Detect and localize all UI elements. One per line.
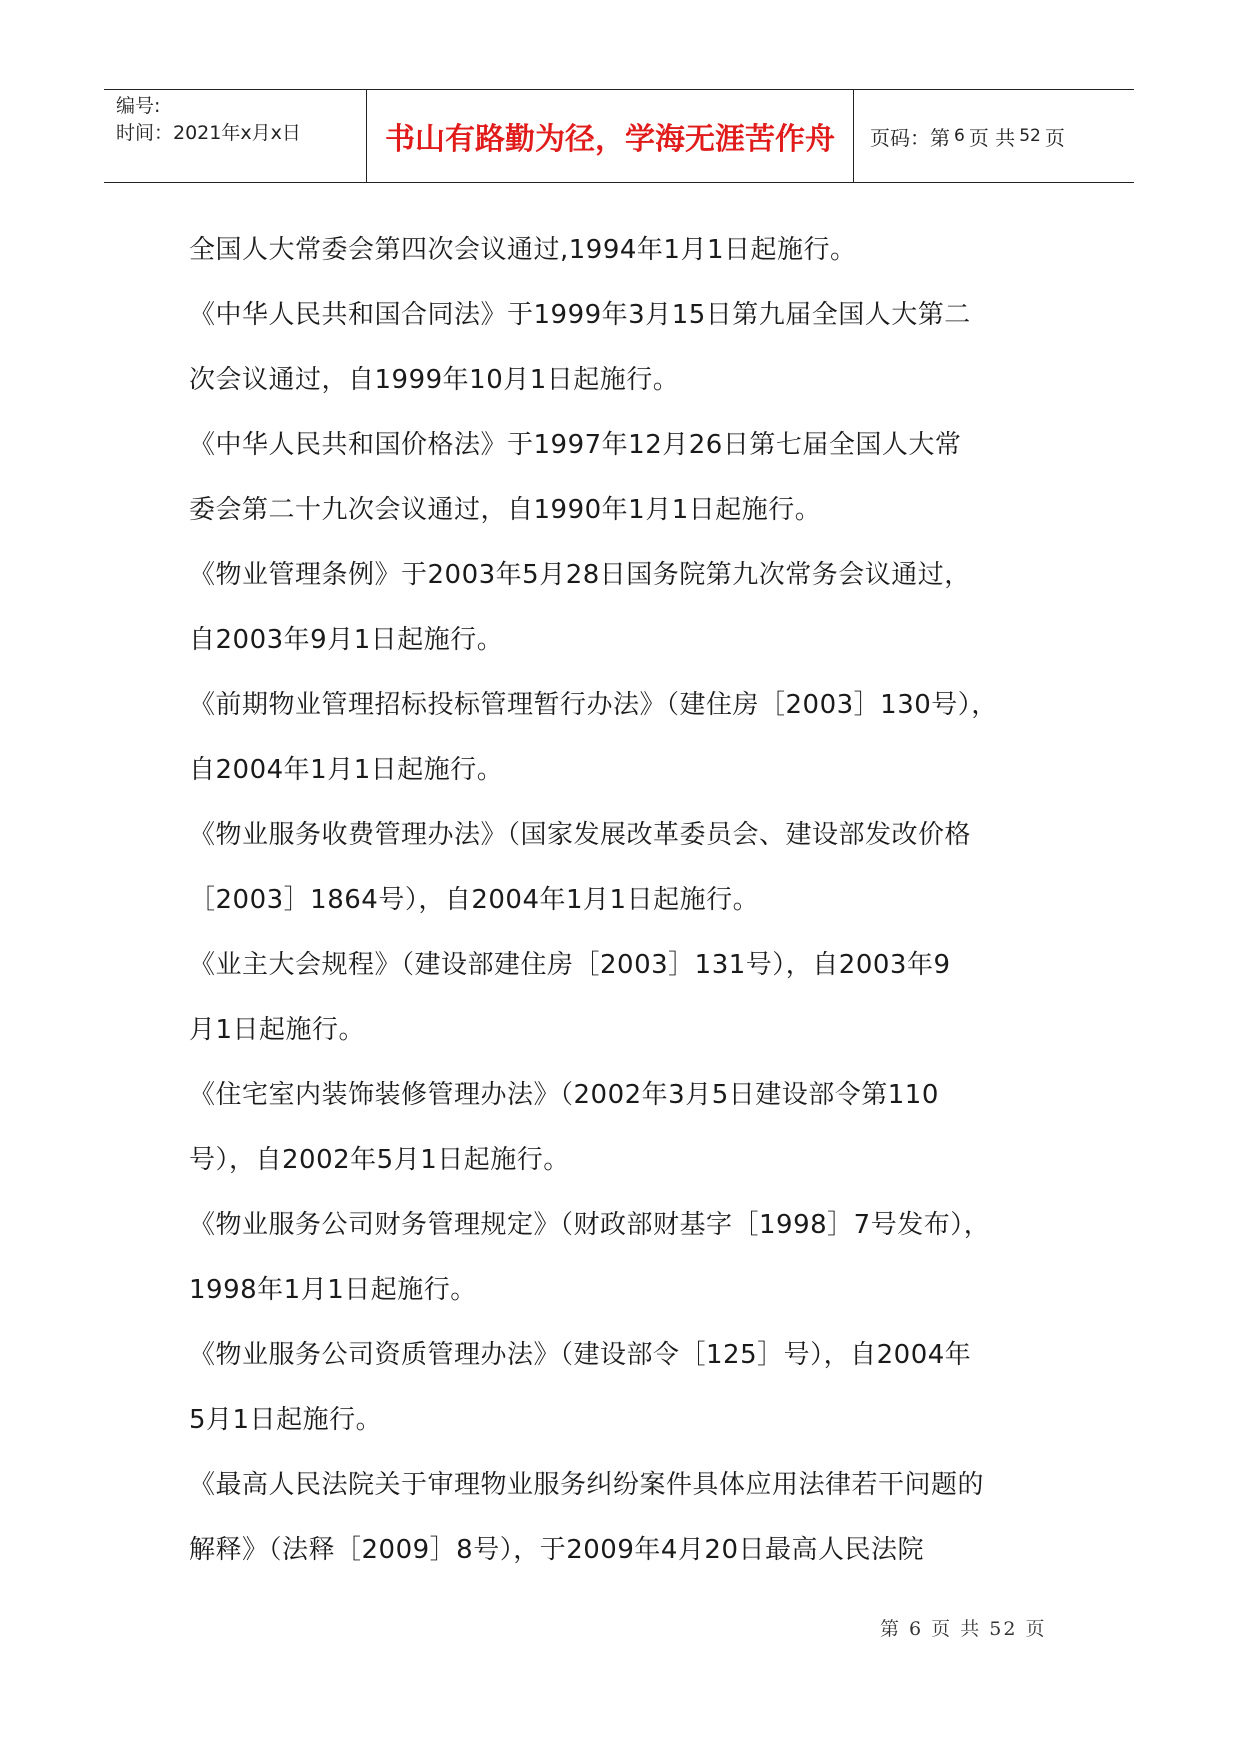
text-line: 《中华人民共和国合同法》于1999年3月15日第九届全国人大第二 xyxy=(189,300,971,330)
text-line: 《物业服务公司财务管理规定》（财政部财基字［1998］7号发布）， xyxy=(189,1210,991,1240)
text-line: 《物业管理条例》于2003年5月28日国务院第九次常务会议通过， xyxy=(189,560,971,590)
page-total: 52 xyxy=(1019,126,1041,146)
text-line: 5月1日起施行。 xyxy=(189,1405,383,1435)
page-current: 6 xyxy=(954,126,965,146)
body-text xyxy=(189,218,1079,1583)
text-line: 《中华人民共和国价格法》于1997年12月26日第七届全国人大常 xyxy=(189,430,962,460)
text-line: 1998年1月1日起施行。 xyxy=(189,1275,477,1305)
text-line: 号），自2002年5月1日起施行。 xyxy=(189,1145,570,1175)
text-line: 委会第二十九次会议通过，自1990年1月1日起施行。 xyxy=(189,495,822,525)
page-middle: 页 共 xyxy=(968,125,1016,150)
page-prefix: 页码：第 xyxy=(870,125,950,150)
text-line: 《物业服务公司资质管理办法》（建设部令［125］号），自2004年 xyxy=(189,1340,972,1370)
text-line: 次会议通过，自1999年10月1日起施行。 xyxy=(189,365,680,395)
header-motto: 书山有路勤为径，学海无涯苦作舟 xyxy=(366,90,854,182)
number-label: 编号: xyxy=(116,95,161,117)
text-line: 《物业服务收费管理办法》（国家发展改革委员会、建设部发改价格 xyxy=(189,820,972,850)
text-line: 月1日起施行。 xyxy=(189,1015,366,1045)
header-meta xyxy=(104,90,366,182)
text-line: 解释》（法释［2009］8号），于2009年4月20日最高人民法院 xyxy=(189,1535,925,1565)
text-line: 《前期物业管理招标投标管理暂行办法》（建住房［2003］130号）， xyxy=(189,690,998,720)
header-page-info xyxy=(854,90,1134,182)
date-text: 时间：2021年x月x日 xyxy=(116,122,301,144)
document-header xyxy=(104,89,1134,183)
page-footer: 第 6 页 共 52 页 xyxy=(880,1618,1047,1640)
page-suffix: 页 xyxy=(1044,125,1065,150)
text-line: 全国人大常委会第四次会议通过,1994年1月1日起施行。 xyxy=(189,235,857,265)
text-line: 《业主大会规程》（建设部建住房［2003］131号），自2003年9 xyxy=(189,950,951,980)
text-line: 《住宅室内装饰装修管理办法》（2002年3月5日建设部令第110 xyxy=(189,1080,939,1110)
text-line: ［2003］1864号），自2004年1月1日起施行。 xyxy=(189,885,760,915)
text-line: 自2003年9月1日起施行。 xyxy=(189,625,504,655)
text-line: 《最高人民法院关于审理物业服务纠纷案件具体应用法律若干问题的 xyxy=(189,1470,985,1500)
text-line: 自2004年1月1日起施行。 xyxy=(189,755,504,785)
